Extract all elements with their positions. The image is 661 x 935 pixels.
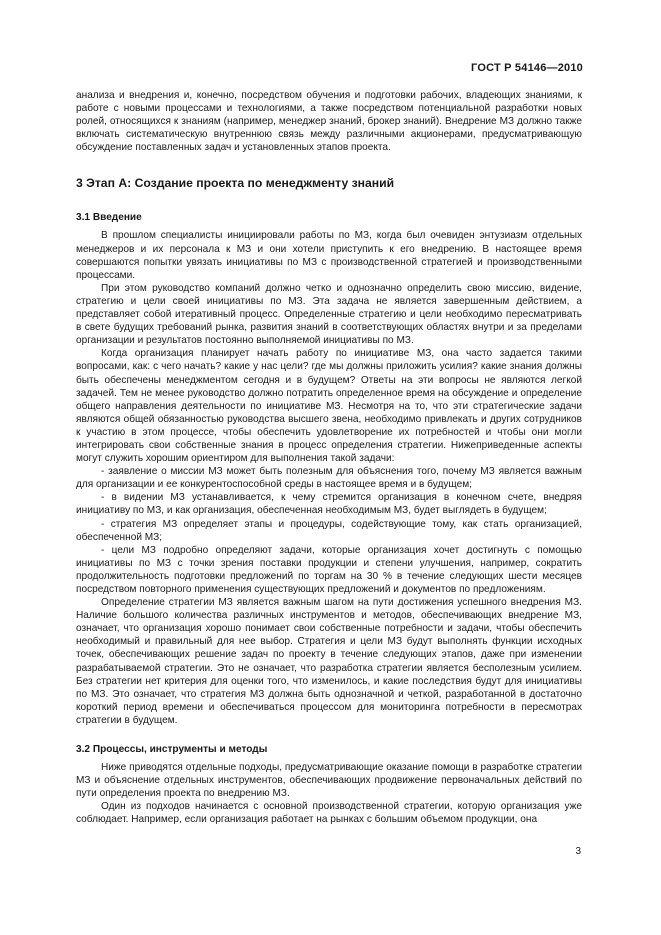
page-content xyxy=(76,89,582,827)
paragraph: Когда организация планирует начать работу по инициативе МЗ, она часто задается такими вопросами, как: с чего начать? какие у нас цели? где мы должны приложить усилия? какие знания должны быть обеспечены менеджментом сегодня и в будущем? Ответы на эти вопросы не являются легкой задачей. Тем не менее руководство должно потратить определенное время на обсуждение и определение общего направления деятельности по инициативе МЗ. Несмотря на то, что эти стратегические задачи являются общей обязанностью руководства высшего звена, необходимо привлекать и других сотрудников к участию в этом процессе, чтобы обеспечить удовлетворение их потребностей и чтобы они могли интегрировать свои собственные знания в процесс определения стратегии. Нижеприведенные аспекты могут служить хорошим ориентиром для выполнения такой задачи: xyxy=(76,348,582,465)
list-item: - в видении МЗ устанавливается, к чему стремится организация в конечном счете, внедряя инициативу по МЗ, и как организация, обеспеченная необходимым МЗ, будет выглядеть в будущем; xyxy=(76,492,582,517)
paragraph: При этом руководство компаний должно четко и однозначно определить свою миссию, видение, стратегию и цели своей инициативы по МЗ. Эта задача не является завершенным действием, а представляет собой итеративный процесс. Определенные стратегию и цели необходимо пересматривать в свете будущих требований рынка, развития знаний в соответствующих областях внутри и за пределами организации и результатов постоянно выполняемой инициативы по МЗ. xyxy=(76,282,582,347)
standard-number: ГОСТ Р 54146—2010 xyxy=(471,62,583,74)
intro-paragraph: анализа и внедрения и, конечно, посредством обучения и подготовки рабочих, владеющих знаниями, к работе с новыми процессами и технологиями, а также посредством потенциальной разработки новых ролей, относящихся к знаниям (например, менеджер знаний, брокер знаний). Внедрение МЗ должно также включать систематическую внутреннюю связь между различными акционерами, предусматривающую обсуждение поставленных задач и установленных этапов проекта. xyxy=(76,90,582,154)
section-3-1-heading: 3.1 Введение xyxy=(76,212,142,224)
page-number: 3 xyxy=(575,846,581,857)
section-3-heading: 3 Этап А: Создание проекта по менеджменту знаний xyxy=(76,176,395,191)
paragraph: Ниже приводятся отдельные подходы, предусматривающие оказание помощи в разработке стратегии МЗ и объяснение отдельных инструментов, обеспечивающих продвижение первоначальных действий по пути определения проекта по внедрению МЗ. xyxy=(76,762,582,800)
list-item: - стратегия МЗ определяет этапы и процедуры, содействующие тому, как стать организацией, обеспеченной МЗ; xyxy=(76,518,582,543)
list-item: - цели МЗ подробно определяют задачи, которые организация хочет достигнуть с помощью инициативы по МЗ с точки зрения поставки продукции и степени улучшения, например, сократить продолжительность подготовки предложений по торгам на 30 % в течение следующих шести месяцев посредством повторного применения существующих предложений и документов по предложениям. xyxy=(76,544,582,595)
paragraph: В прошлом специалисты инициировали работы по МЗ, когда был очевиден энтузиазм отдельных менеджеров и их персонала к МЗ и они хотели приступить к его внедрению. В настоящее время совершаются попытки увязать инициативы по МЗ с производственной стратегией и производственными процессами. xyxy=(76,230,582,281)
paragraph: Определение стратегии МЗ является важным шагом на пути достижения успешного внедрения МЗ. Наличие большого количества различных инструментов и методов, обеспечивающих внедрение МЗ, означает, что организация хорошо понимает свои собственные потребности и задачи, чтобы обеспечить необходимый и правильный для нее выбор. Стратегия и цели МЗ будут выполнять функции исходных точек, обеспечивающих решение задач по проекту в течение следующих этапов, даже при изменении разрабатываемой стратегии. Это не означает, что разработка стратегии является бесполезным усилием. Без стратегии нет критерия для оценки того, что изменилось, и какие последствия будут для инициативы по МЗ. Это означает, что стратегия МЗ должна быть однозначной и четкой, разработанной в достаточно короткий период времени и обеспечиваться процессом для мониторинга потребности в пересмотрах стратегии в будущем. xyxy=(76,597,582,726)
paragraph: Один из подходов начинается с основной производственной стратегии, которую организация уже соблюдает. Например, если организация работает на рынках с большим объемом продукции, она xyxy=(76,801,582,826)
list-item: - заявление о миссии МЗ может быть полезным для объяснения того, почему МЗ является важным для организации и ее конкурентоспособной среды в настоящее время и в будущем; xyxy=(76,466,582,491)
section-3-2-heading: 3.2 Процессы, инструменты и методы xyxy=(76,744,268,756)
